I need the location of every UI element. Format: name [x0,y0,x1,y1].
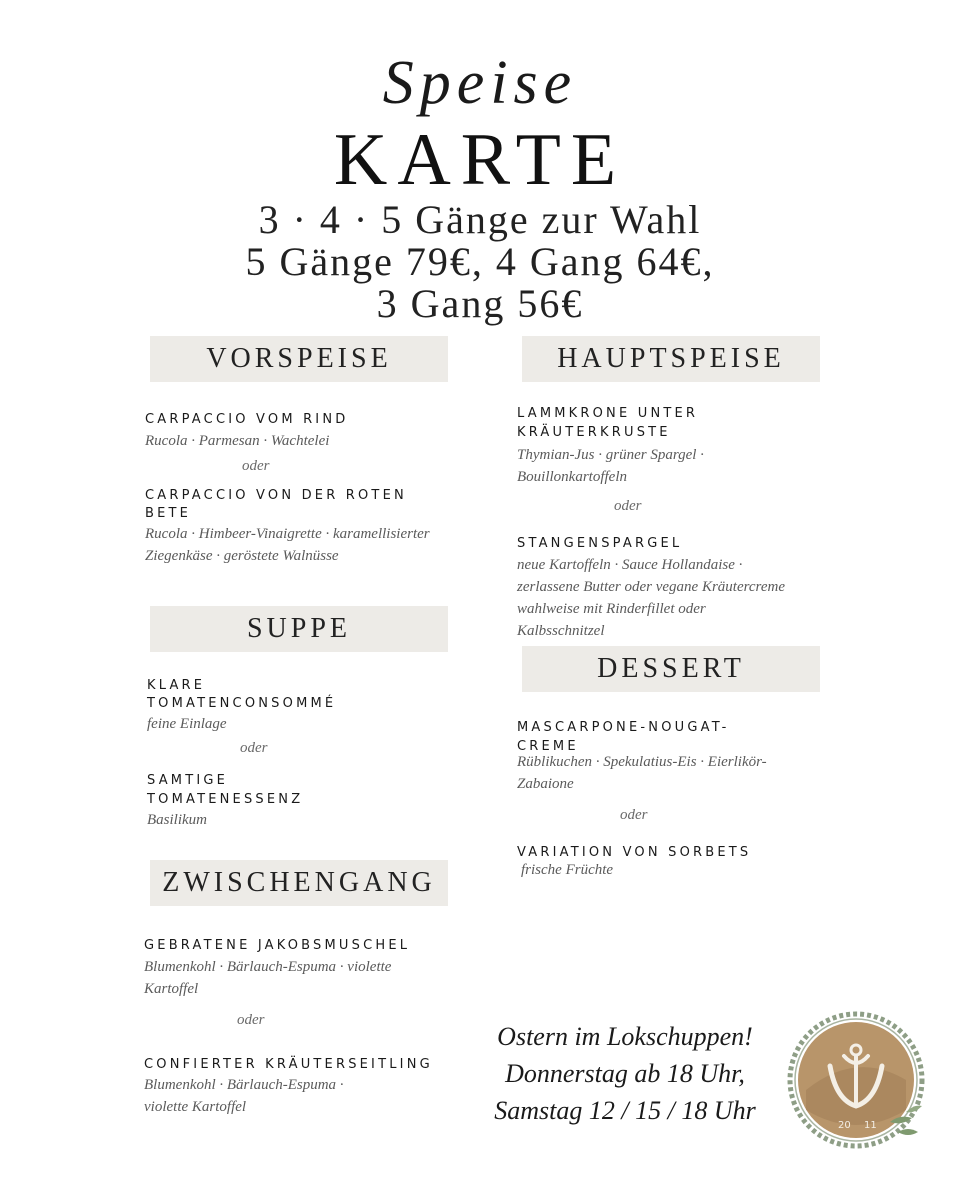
dish-description: Rucola · Himbeer-Vinaigrette · karamellisierter [145,526,430,542]
dish-name: CONFIERTER KRÄUTERSEITLING [144,1057,433,1072]
restaurant-logo [786,1010,936,1150]
easter-announcement [480,1018,770,1129]
dish-name: BETE [145,506,192,521]
price-line-2: 3 Gang 56€ [376,281,584,326]
dish-description: zerlassene Butter oder vegane Kräutercreme [517,579,785,595]
section-heading-vorspeise: VORSPEISE [150,336,448,382]
section-heading-dessert: DESSERT [522,646,820,692]
dish-description: Rüblikuchen · Spekulatius-Eis · Eierlikör- [517,754,767,770]
menu-title-script: Speise [382,49,578,117]
dish-name: CREME [517,739,579,754]
dish-name: CARPACCIO VON DER ROTEN [145,488,407,503]
dish-name: KLARE [147,678,206,693]
dish-name: STANGENSPARGEL [517,536,683,551]
courses-line: 3 · 4 · 5 Gänge zur Wahl [258,197,702,242]
dish-name: SAMTIGE [147,773,229,788]
dish-description: Kartoffel [144,981,199,997]
dish-name: LAMMKRONE UNTER [517,406,699,421]
or-separator: oder [242,458,270,474]
dish-description: Kalbsschnitzel [517,623,605,639]
dish-description: Bouillonkartoffeln [517,469,627,485]
dish-description: feine Einlage [147,716,227,732]
or-separator: oder [614,498,642,514]
price-line-1: 5 Gänge 79€, 4 Gang 64€, [245,239,715,284]
easter-line: Ostern im Lokschuppen! [497,1022,753,1051]
dish-description: neue Kartoffeln · Sauce Hollandaise · [517,557,743,573]
dish-name: GEBRATENE JAKOBSMUSCHEL [144,938,411,953]
or-separator: oder [620,807,648,823]
dish-description: violette Kartoffel [144,1099,247,1115]
dish-description: Basilikum [147,812,207,828]
easter-line: Samstag 12 / 15 / 18 Uhr [494,1096,756,1125]
dish-description: frische Früchte [521,862,614,878]
dish-description: wahlweise mit Rinderfillet oder [517,601,706,617]
logo-year-left: 20 [838,1120,851,1131]
dish-name: MASCARPONE-NOUGAT- [517,720,730,735]
dish-name: TOMATENCONSOMMÉ [147,696,337,711]
dish-description: Ziegenkäse · geröstete Walnüsse [145,548,339,564]
dish-name: CARPACCIO VOM RIND [145,412,349,427]
dish-description: Blumenkohl · Bärlauch-Espuma · violette [144,959,392,975]
section-heading-zwischengang: ZWISCHENGANG [150,860,448,906]
dish-description: Thymian-Jus · grüner Spargel · [517,447,704,463]
easter-line: Donnerstag ab 18 Uhr, [505,1059,745,1088]
menu-title: KARTE [333,119,627,201]
dish-description: Zabaione [517,776,574,792]
dish-description: Rucola · Parmesan · Wachtelei [145,433,330,449]
dish-description: Blumenkohl · Bärlauch-Espuma · [144,1077,344,1093]
section-heading-hauptspeise: HAUPTSPEISE [522,336,820,382]
or-separator: oder [240,740,268,756]
dish-name: TOMATENESSENZ [147,792,304,807]
or-separator: oder [237,1012,265,1028]
logo-seal-icon [786,1010,936,1150]
section-heading-suppe: SUPPE [150,606,448,652]
dish-name: KRÄUTERKRUSTE [517,425,671,440]
logo-year-right: 11 [864,1120,877,1131]
dish-name: VARIATION VON SORBETS [517,845,752,860]
